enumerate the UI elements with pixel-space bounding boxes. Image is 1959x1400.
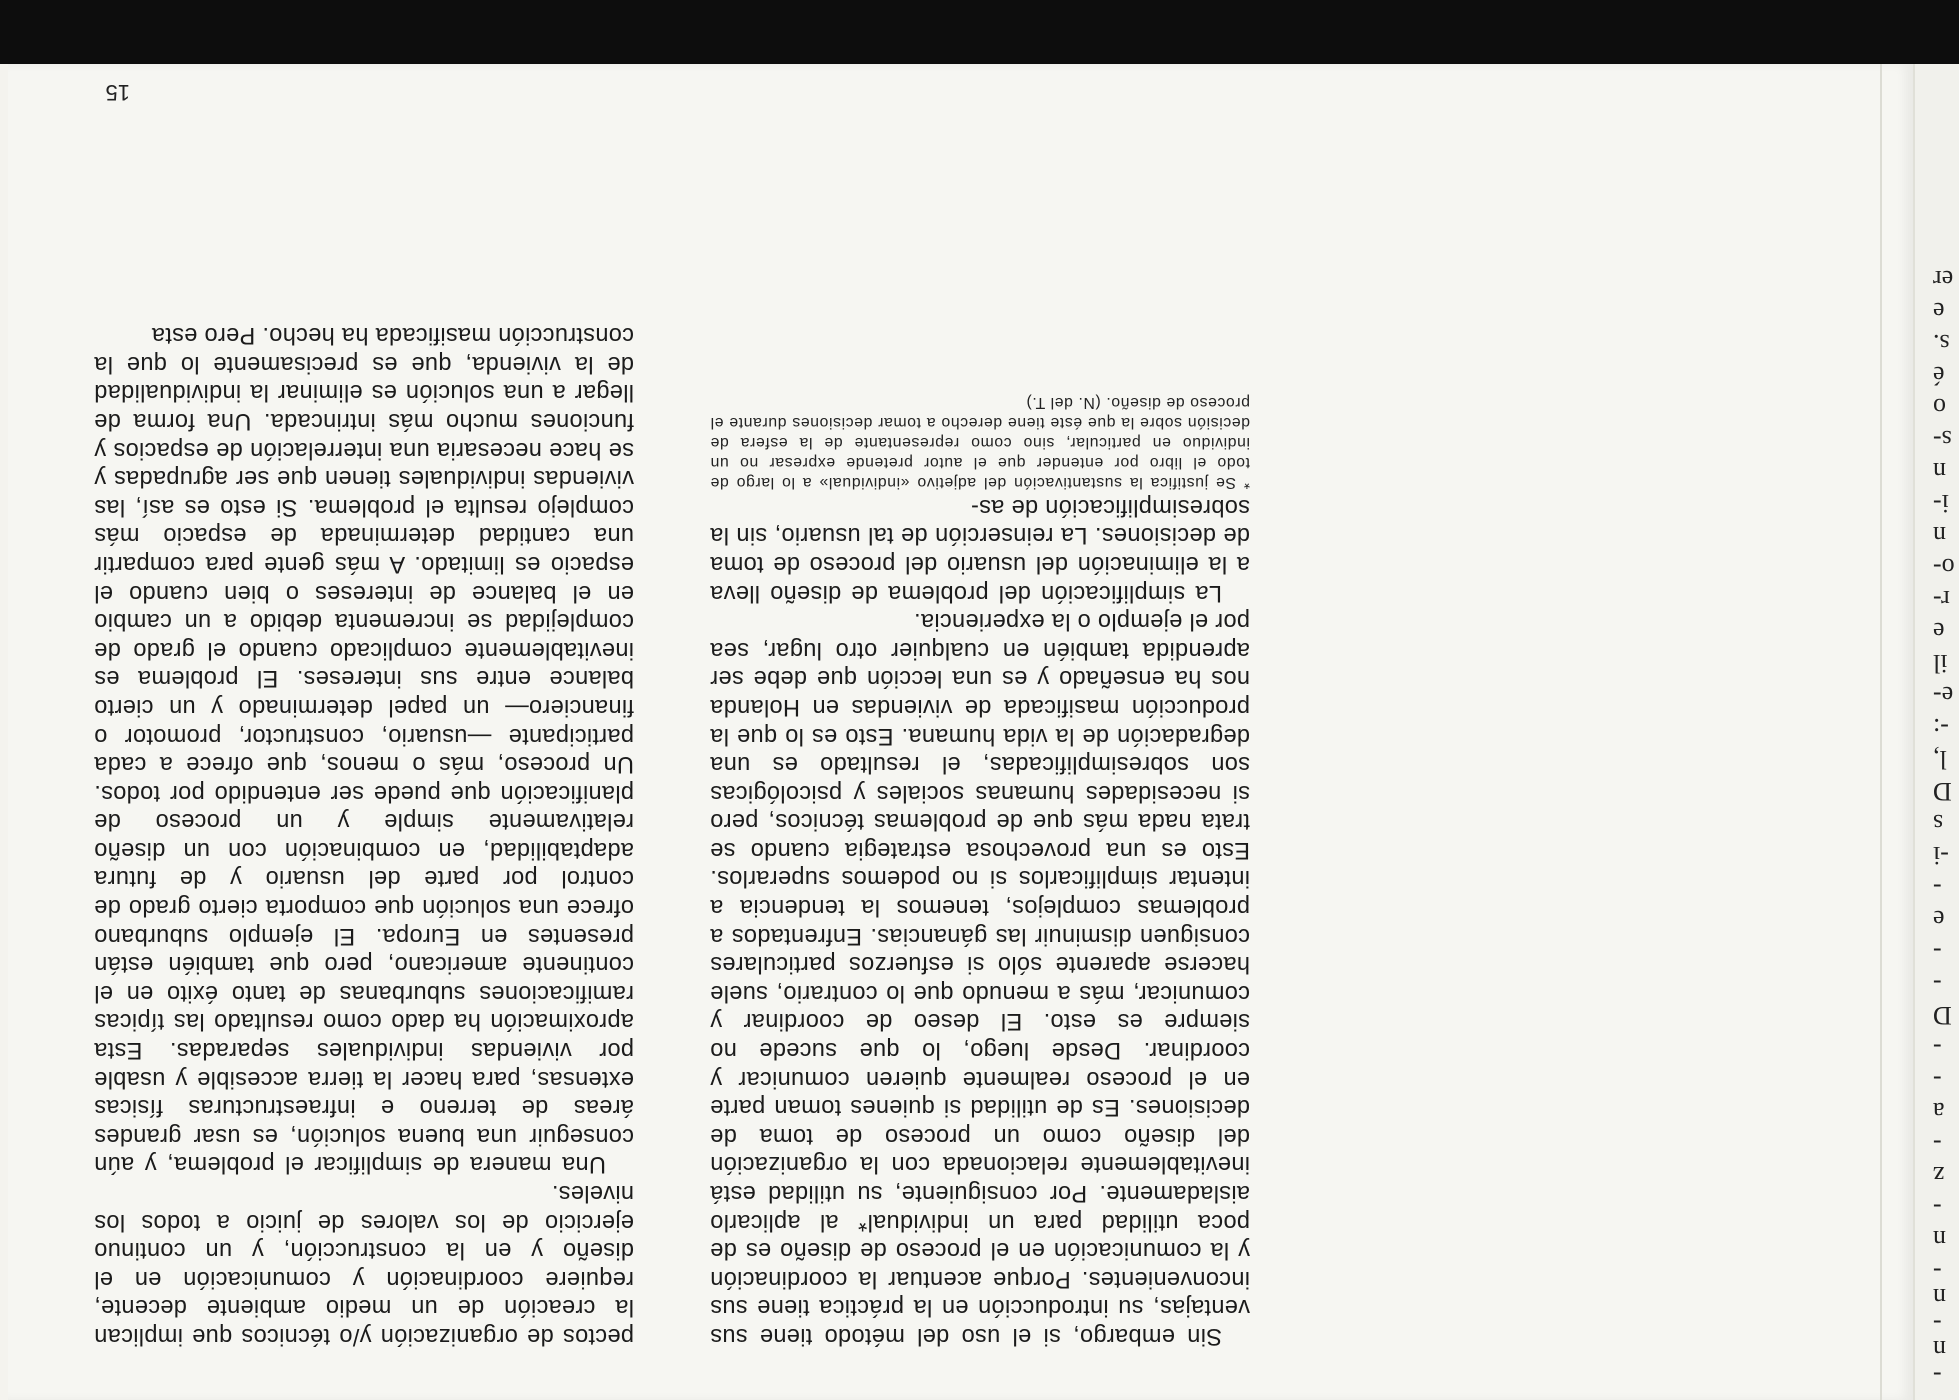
page-edge (1880, 64, 1882, 1400)
adjacent-fragment: a (1933, 1097, 1945, 1126)
adjacent-fragment: -: (1933, 713, 1949, 742)
adjacent-fragment: - (1933, 873, 1942, 902)
adjacent-fragment: - (1933, 1065, 1942, 1094)
adjacent-fragment: n (1933, 1225, 1946, 1254)
adjacent-fragment: s- (1933, 425, 1952, 454)
footnote: * Se justifica la sustantivación del adjetivo «individual» a lo largo de todo el libro por entender que el autor pretende expresar no un individuo en particular, sino como representante de la esfera de decisión sobre la que éste tiene derecho a tomar decisiones durante el proceso de diseño. (N. del T.) (710, 394, 1250, 492)
adjacent-fragment: o (1933, 393, 1946, 422)
adjacent-fragment: - (1933, 1193, 1942, 1222)
adjacent-fragment: - (1933, 1309, 1942, 1338)
adjacent-fragment: il (1933, 649, 1948, 678)
paragraph: Sin embargo, si el uso del método tiene sus ventajas, su introducción en la práctica tiene sus inconvenientes. Porque acentuar la coordinación y la comunicación en el proceso de diseño es de poca utilidad para un individual* al aplicarlo aisladamente. Por consiguiente, su utilidad está inevitablemente relacionada con la organización del diseño como un proceso de toma de decisiones. Es de utilidad si quienes toman parte en el proceso realmente quieren comunicar y coordinar. Desde luego, lo que sucede no siempre es esto. El deseo de coordinar y comunicar, más a menudo que lo contrario, suele hacerse aparente sólo si esfuerzos particulares consiguen disminuir las gánancias. Enfrentados a problemas complejos, tenemos la tendencia a intentar simplificarlos si no podemos superarlos. Esto es una provechosa estrategia cuando se trata nada más que de problemas técnicos, pero si necesidades humanas sociales y psicológicas son sobresimplificadas, el resultado es una degradación de la vida humana. Esto es lo que la producción masificada de viviendas en Holanda nos ha enseñado y es una lección que debe ser aprendida también en cualquier otro lugar, sea por el ejemplo o la experiencia. (710, 608, 1250, 1349)
adjacent-fragment: -i (1933, 841, 1949, 870)
text-column-1 (710, 392, 1250, 1350)
adjacent-fragment: l, (1933, 745, 1947, 774)
adjacent-fragment: r- (1933, 585, 1950, 614)
adjacent-fragment: n (1933, 457, 1946, 486)
adjacent-fragment: o- (1933, 553, 1955, 582)
adjacent-fragment: e- (1933, 681, 1954, 710)
text-column-2 (94, 321, 634, 1350)
adjacent-fragment: - (1933, 1033, 1942, 1062)
adjacent-fragment: D (1933, 1001, 1952, 1030)
adjacent-fragment: s. (1933, 329, 1950, 358)
adjacent-fragment: n (1933, 1283, 1946, 1312)
adjacent-fragment: e (1933, 617, 1945, 646)
adjacent-fragment: - (1933, 937, 1942, 966)
adjacent-fragment: i- (1933, 489, 1949, 518)
paragraph: La simplificación del problema de diseño lleva a la eliminación del usuario del proceso de toma de decisiones. La reinserción de tal usuario, sin la sobresimplificación de as- (710, 493, 1250, 606)
adjacent-fragment: n (1933, 521, 1946, 550)
adjacent-fragment: - (1933, 969, 1942, 998)
adjacent-fragment: n (1933, 1335, 1946, 1364)
paragraph: pectos de organización y/o técnicos que implican la creación de un medio ambiente decente, requiere coordinación y comunicación en el diseño y en la construcción, y un continuo ejercicio de los valores de juicio a todos los niveles. (94, 1180, 634, 1349)
adjacent-fragment: e (1933, 905, 1945, 934)
adjacent-fragment: - (1933, 1257, 1942, 1286)
paragraph: Una manera de simplificar el problema, y aún conseguir una buena solución, es usar grandes áreas de terreno e infraestructuras físicas extensas, para hacer la tierra accesible y usable por viviendas individuales separadas. Esta aproximación ha dado como resultado las típicas ramificaciones suburbanas de tanto éxito en el continente americano, pero que también están presentes en Europa. El ejemplo suburbano ofrece una solución que comporta cierto grado de control por parte del usuario y de futura adaptabilidad, en combinación con un diseño relativamente simple y un proceso de planificación que puede ser entendido por todos. Un proceso, más o menos, que ofrece a cada participante —usuario, constructor, promotor o financiero— un papel determinado y un cierto balance entre sus intereses. El problema es inevitablemente complicado cuando el grado de complejidad se incrementa debido a un cambio en el balance de intereses o bien cuando el espacio es limitado. A más gente para compartir una cantidad determinada de espacio más complejo resulta el problema. Si esto es así, las viviendas individuales tienen que ser agrupadas y se hace necesaria una interrelación de espacios y funciones mucho más intrincada. Una forma de llegar a una solución es eliminar la individualidad de la vivienda, que es precisamente lo que la construcción masificada ha hecho. Pero esta (94, 322, 634, 1178)
adjacent-fragment: e (1933, 297, 1945, 326)
scanner-top-border (0, 0, 1959, 64)
adjacent-fragment: é (1933, 361, 1945, 390)
adjacent-fragment: - (1933, 1129, 1942, 1158)
adjacent-fragment: D (1933, 777, 1952, 806)
adjacent-fragment: er (1933, 265, 1954, 294)
adjacent-fragment: s (1933, 809, 1944, 838)
adjacent-fragment: - (1933, 1361, 1942, 1390)
page-number: 15 (105, 80, 130, 105)
upside-down-text-block (70, 80, 1270, 1350)
adjacent-fragment: z (1933, 1161, 1945, 1190)
adjacent-page-strip (1913, 64, 1959, 1400)
